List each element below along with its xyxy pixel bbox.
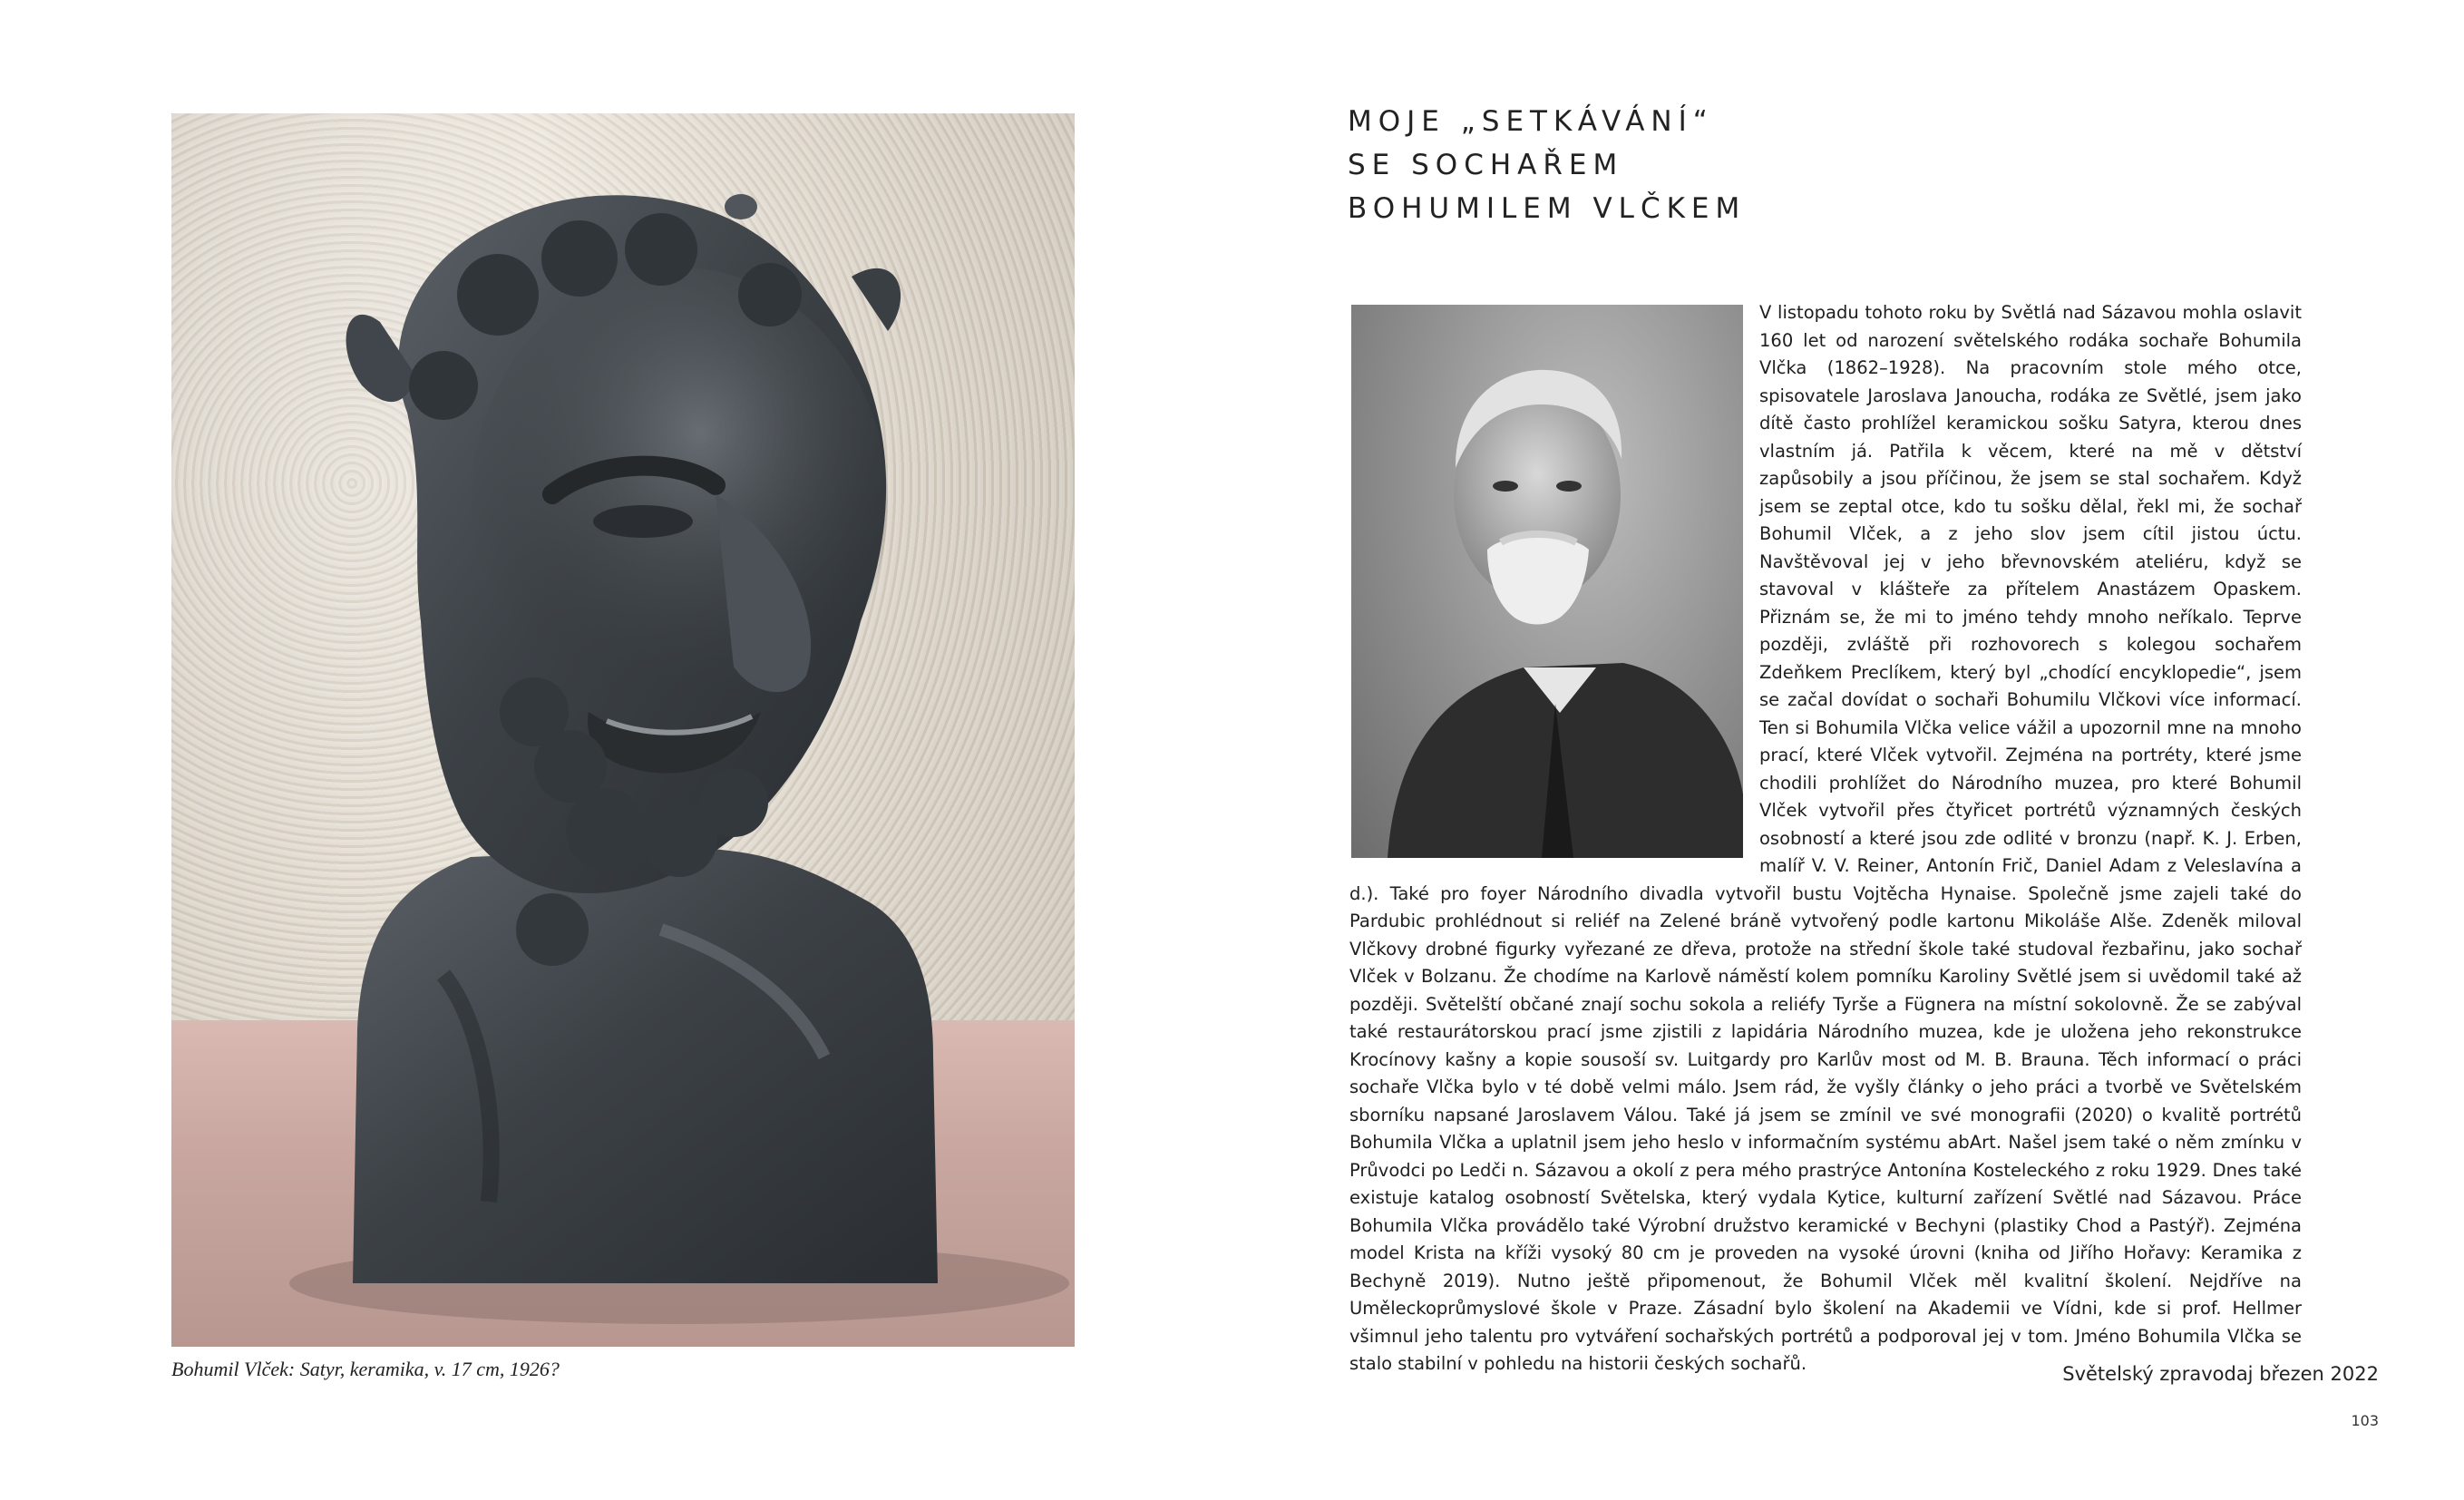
- article-title: [1348, 100, 1746, 230]
- bust-sculpture-drawing: [171, 113, 1075, 1347]
- portrait-text-wrap-space: [1349, 299, 1759, 878]
- satyr-bust-photo: [171, 113, 1075, 1347]
- article-title-line-2: SE SOCHAŘEM: [1348, 149, 1624, 181]
- page-number: 103: [2351, 1412, 2379, 1429]
- article-body: [1349, 299, 2302, 1378]
- article-title-line-3: BOHUMILEM VLČKEM: [1348, 192, 1747, 225]
- right-page: [1232, 0, 2464, 1500]
- article-title-line-1: MOJE „SETKÁVÁNÍ“: [1348, 105, 1714, 138]
- magazine-footer: Světelský zpravodaj březen 2022: [2062, 1363, 2379, 1385]
- photo-caption: Bohumil Vlček: Satyr, keramika, v. 17 cm, 1926?: [171, 1358, 560, 1380]
- article-paragraph: V listopadu tohoto roku by Světlá nad Sázavou mohla oslavit 160 let od narození světelského rodáka sochaře Bohumila Vlčka (1862–1928). Na pracovním stole mého otce, spisovatele Jaroslava Janoucha, rodáka ze Světlé, jsem jako dítě často prohlížel keramickou sošku Satyra, kterou dnes vlastním já. Patřila k věcem, které na mě v dětství zapůsobily a jsou příčinou, že jsem se stal sochařem. Když jsem se zeptal otce, kdo tu sošku dělal, řekl mi, že sochař Bohumil Vlček, a z jeho slov jsem cítil jistou úctu. Navštěvoval jej v jeho břevnovském ateliéru, když se stavoval v klášteře za přítelem Anastázem Opaskem. Přiznám se, že mi to jméno tehdy mnoho neříkalo. Teprve později, zvláště při rozhovorech s kolegou sochařem Zdeňkem Preclíkem, který byl „chodící encyklopedie“, jsem se začal dovídat o sochaři Bohumilu Vlčkovi více informací. Ten si Bohumila Vlčka velice vážil a upozornil mne na mnoho prací, které Vlček vytvořil. Zejména na portréty, které jsme chodili prohlížet do Národního muzea, pro které Bohumil Vlček vytvořil přes čtyřicet portrétů významných českých osobností a které jsou zde odlité v bronzu (např. K. J. Erben, malíř V. V. Reiner, Antonín Frič, Daniel Adam z Veleslavína a d.). Také pro foyer Národního divadla vytvořil bustu Vojtěcha Hynaise. Společně jsme zajeli také do Pardubic prohlédnout si reliéf na Zelené bráně vytvořený podle kartonu Mikoláše Alše. Zdeněk miloval Vlčkovy drobné figurky vyřezané ze dřeva, protože na střední škole také studoval řezbařinu, jako sochař Vlček v Bolzanu. Že chodíme na Karlově náměstí kolem pomníku Karoliny Světlé jsem si uvědomil také až později. Světelští občané znají sochu sokola a reliéfy Tyrše a Fügnera na místní sokolovně. Že se zabýval také restaurátorskou prací jsme zjistili z lapidária Národního muzea, kde je uložena jeho rekonstrukce Krocínovy kašny a kopie sousoší sv. Luitgardy pro Karlův most od M. B. Brauna. Těch informací o práci sochaře Vlčka bylo v té době velmi málo. Jsem rád, že vyšly články o jeho práci a tvorbě ve Světelském sborníku napsané Jaroslavem Válou. Také já jsem se zmínil ve své monografii (2020) o kvalitě portrétů Bohumila Vlčka a uplatnil jsem jeho heslo v informačním systému abArt. Našel jsem také o něm zmínku v Průvodci po Ledči n. Sázavou a okolí z pera mého prastrýce Antonína Kosteleckého z roku 1929. Dnes také existuje katalog osobností Světelska, který vydala Kytice, kulturní zařízení Světlé nad Sázavou. Práce Bohumila Vlčka provádělo také Výrobní družstvo keramické v Bechyni (plastiky Chod a Pastýř). Zejména model Krista na kříži vysoký 80 cm je proveden na vysoké úrovni (kniha od Jiřího Hořavy: Keramika z Bechyně 2019). Nutno ještě připomenout, že Bohumil Vlček měl kvalitní školení. Nejdříve na Uměleckoprůmyslové škole v Praze. Zásadní bylo školení na Akademii ve Vídni, kde si prof. Hellmer všimnul jeho talentu pro vytváření sochařských portrétů a podporoval jej v tom. Jméno Bohumila Vlčka se stalo stabilní v pohledu na historii českých sochařů.: [1349, 302, 2302, 1374]
